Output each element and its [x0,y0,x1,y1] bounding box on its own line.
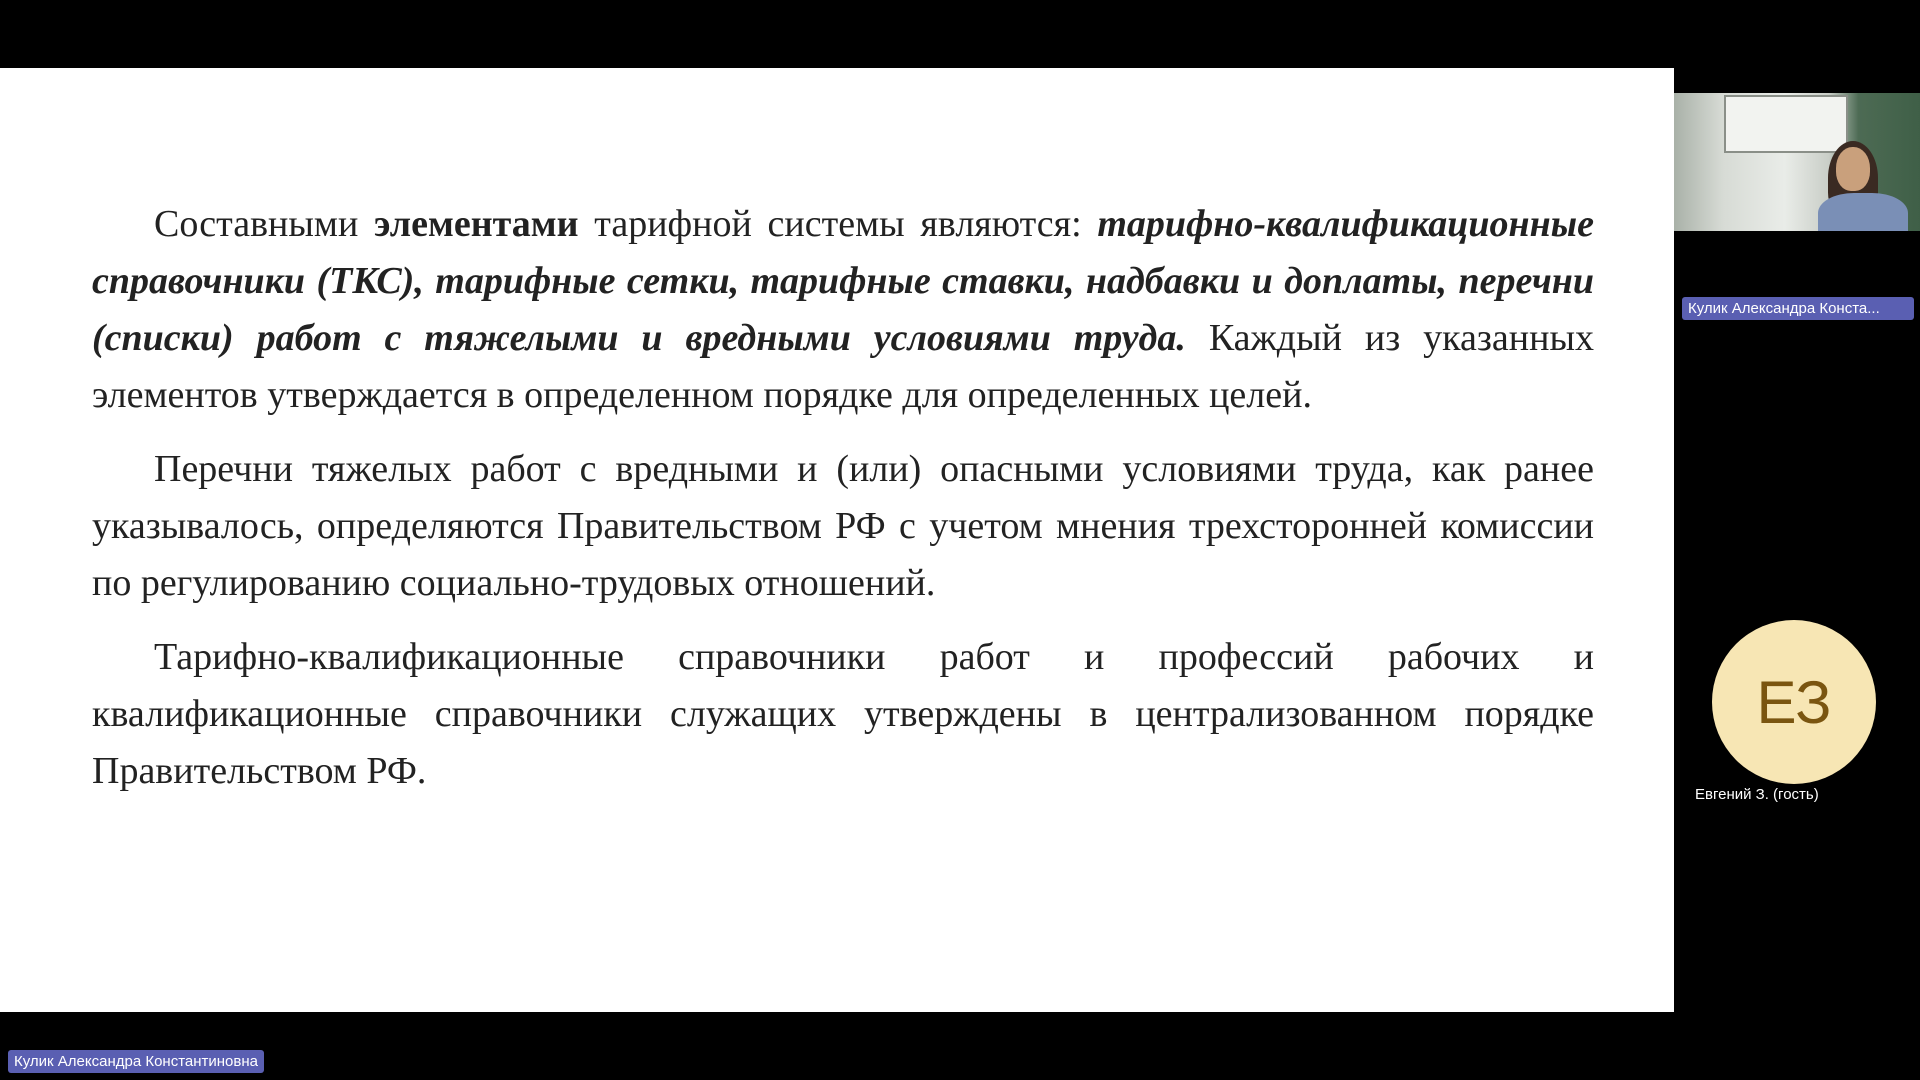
presentation-slide [0,68,1674,1012]
slide-paragraph-1: Составными элементами тарифной системы являются: тарифно-квалификационные справочники (ТКС), тарифные сетки, тарифные ставки, надбавки и доплаты, перечни (списки) работ с тяжелыми и вредными условиями труда. Каждый из указанных элементов утверждается в определенном порядке для определенных целей. [92,203,1594,416]
whiteboard [1724,95,1848,153]
participant-body [1818,193,1908,231]
emphasis-list: тарифно-квалификационные справочники (ТКС), тарифные сетки, тарифные ставки, надбавки и доплаты, перечни (списки) работ с тяжелыми и вредными условиями труда. [92,203,1594,359]
slide-text [92,196,1594,817]
slide-paragraph-3: Тарифно-квалификационные справочники работ и профессий рабочих и квалификационные справочники служащих утверждены в централизованном порядке Правительством РФ. [92,636,1594,792]
slide-paragraph-2: Перечни тяжелых работ с вредными и (или) опасными условиями труда, как ранее указывалось, определяются Правительством РФ с учетом мнения трехсторонней комиссии по регулированию социально-трудовых отношений. [92,448,1594,604]
participant-name-label: Кулик Александра Конста... [1682,297,1914,320]
participant-avatar-name: Евгений З. (гость) [1695,786,1819,803]
presenter-name-label: Кулик Александра Константиновна [8,1050,264,1073]
participant-avatar[interactable]: ЕЗ [1712,620,1876,784]
participant-video-tile[interactable] [1674,93,1920,231]
bold-term: элементами [374,203,579,245]
participant-face [1836,147,1870,191]
